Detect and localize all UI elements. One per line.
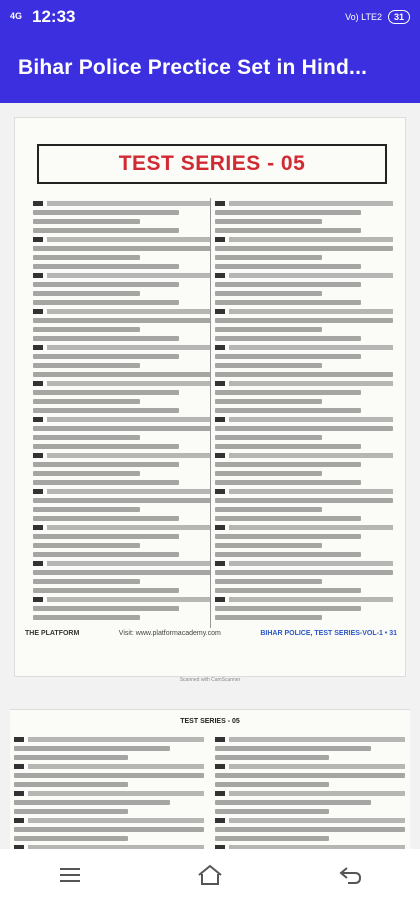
- footer-brand: THE PLATFORM: [25, 630, 80, 637]
- recent-apps-icon: [59, 867, 81, 883]
- document-page-2: [10, 709, 410, 849]
- question-column-right: [215, 198, 393, 628]
- page2-title: TEST SERIES - 05: [180, 718, 240, 725]
- network-indicator: Vo) LTE2: [345, 11, 382, 22]
- clock: 12:33: [32, 6, 76, 26]
- question-column-left: [33, 198, 211, 628]
- system-nav-bar: [0, 849, 420, 900]
- page2-column-left: [14, 734, 204, 849]
- page2-column-right: [215, 734, 405, 849]
- recent-apps-button[interactable]: [50, 855, 90, 895]
- signal-icon: 4G: [10, 11, 23, 21]
- series-title-box: [37, 144, 387, 184]
- status-right: [345, 10, 410, 24]
- series-title: TEST SERIES - 05: [118, 152, 306, 175]
- app-bar: [0, 33, 420, 103]
- page-footer: [25, 630, 397, 637]
- scanner-watermark: Scanned with CamScanner: [179, 677, 241, 683]
- document-viewer[interactable]: [0, 103, 420, 849]
- footer-website: Visit: www.platformacademy.com: [118, 630, 221, 637]
- battery-icon: 31: [388, 10, 410, 24]
- home-icon: [197, 864, 223, 886]
- status-bar: [0, 0, 420, 33]
- home-button[interactable]: [190, 855, 230, 895]
- app-title: Bihar Police Prectice Set in Hind...: [18, 56, 368, 79]
- footer-series: BIHAR POLICE, TEST SERIES-VOL-1 • 31: [260, 630, 397, 637]
- column-divider: [210, 198, 211, 628]
- back-button[interactable]: [330, 855, 370, 895]
- status-left: [10, 7, 76, 27]
- document-page-1: [14, 117, 406, 677]
- back-icon: [338, 866, 362, 884]
